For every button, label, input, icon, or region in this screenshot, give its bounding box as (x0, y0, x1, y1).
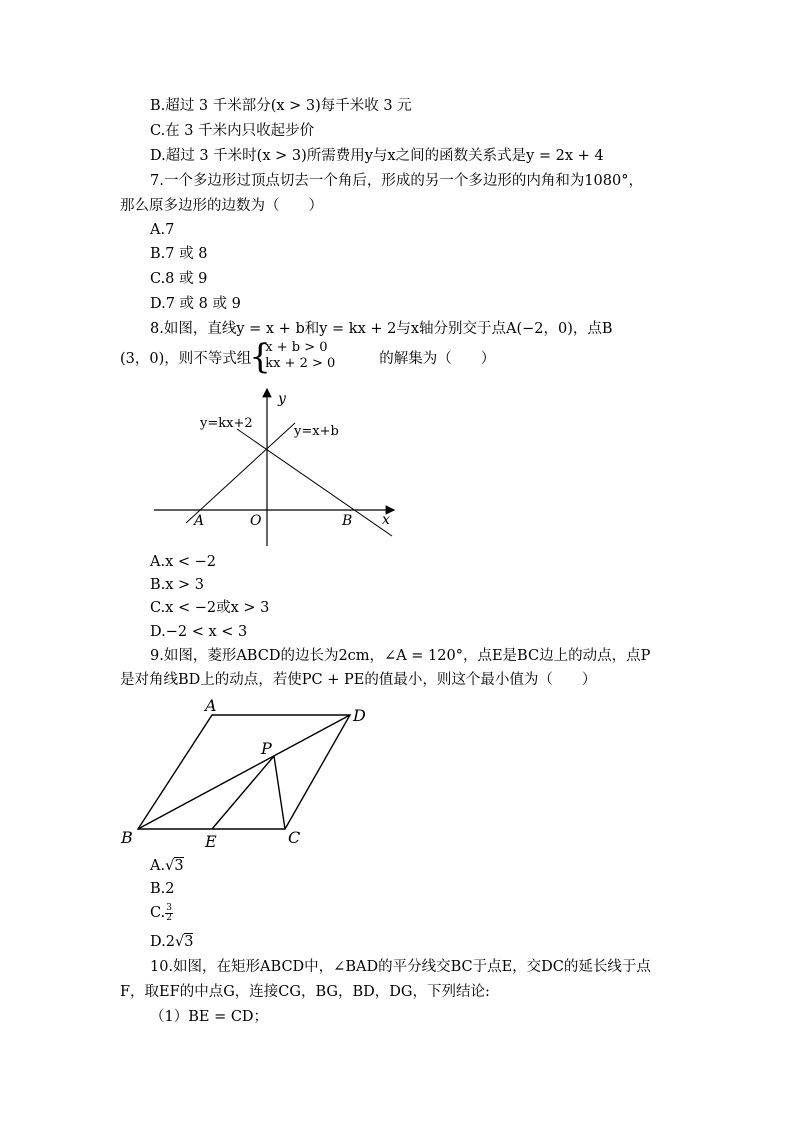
label-y: y (278, 391, 286, 407)
q8-option-b: B.x > 3 (150, 577, 205, 593)
q8-stem-suffix: 的解集为（ ） (379, 351, 496, 367)
brace-glyph: { (249, 337, 271, 377)
q6-option-b: B.超过 3 千米部分(x > 3)每千米收 3 元 (150, 98, 412, 114)
label-x: x (382, 512, 390, 528)
label-point-b: B (342, 513, 353, 529)
inequality-2: kx + 2 > 0 (265, 356, 336, 371)
radical-sign: √ (165, 858, 175, 874)
q8-option-d: D.−2 < x < 3 (150, 624, 248, 640)
q10-stem-line2: F，取EF的中点G，连接CG，BG，BD，DG，下列结论: (120, 984, 490, 1000)
radical-sign: √ (174, 934, 185, 950)
label-e: E (205, 832, 217, 851)
inequality-system (249, 337, 379, 377)
label-line-kx2: y=kx+2 (200, 416, 253, 431)
inequality-1: x + b > 0 (265, 340, 328, 355)
q6-option-c: C.在 3 千米内只收起步价 (150, 123, 315, 139)
q9-option-a-prefix: A. (150, 858, 166, 874)
q9-option-a (150, 856, 184, 876)
q9-option-d-radicand: 3 (184, 934, 194, 950)
q9-option-c-prefix: C. (150, 905, 166, 921)
label-origin: O (250, 513, 262, 529)
q10-stem-line1: 10.如图，在矩形ABCD中，∠BAD的平分线交BC于点E，交DC的延长线于点 (150, 959, 651, 975)
figure-q8-graph (150, 383, 400, 553)
label-p: P (261, 739, 272, 758)
q10-statement-1: （1）BE = CD； (150, 1009, 269, 1025)
q8-stem-line1: 8.如图，直线y = x + b和y = kx + 2与x轴分别交于点A(−2，0)，点B (150, 321, 613, 337)
label-d: D (353, 706, 366, 725)
q7-stem-line2: 那么原多边形的边数为（ ） (120, 198, 323, 214)
fraction (165, 904, 173, 923)
label-line-xb: y=x+b (294, 424, 339, 439)
q9-option-d-prefix: D.2 (150, 934, 175, 950)
q8-stem-prefix: (3，0)，则不等式组 (120, 351, 252, 367)
q7-stem-line1: 7.一个多边形过顶点切去一个角后，形成的另一个多边形的内角和为1080°， (150, 173, 643, 189)
line-y-x-plus-b (186, 423, 295, 523)
q7-option-a: A.7 (150, 222, 175, 238)
q8-option-a: A.x < −2 (150, 554, 217, 570)
q7-option-d: D.7 或 8 或 9 (150, 296, 241, 312)
q9-option-c (150, 903, 173, 923)
label-point-a: A (194, 513, 205, 529)
q7-option-b: B.7 或 8 (150, 246, 208, 262)
q6-option-d: D.超过 3 千米时(x > 3)所需费用y与x之间的函数关系式是y = 2x + 4 (150, 148, 604, 164)
fraction-denominator: 2 (166, 912, 172, 923)
q9-option-b: B.2 (150, 881, 175, 897)
label-a: A (205, 696, 217, 715)
q9-stem-line1: 9.如图，菱形ABCD的边长为2cm，∠A = 120°，点E是BC边上的动点，点P (150, 648, 651, 664)
label-b: B (121, 828, 133, 847)
q8-stem-line2 (120, 337, 496, 377)
label-c: C (288, 828, 301, 847)
fraction-numerator: 3 (166, 902, 172, 913)
q8-option-c: C.x < −2或x > 3 (150, 600, 270, 616)
figure-q9-rhombus (115, 692, 375, 852)
q7-option-c: C.8 或 9 (150, 271, 208, 287)
segment-pc (274, 756, 285, 829)
q9-option-a-radicand: 3 (174, 858, 184, 874)
segment-pe (212, 756, 274, 829)
q9-stem-line2: 是对角线BD上的动点，若使PC + PE的值最小，则这个最小值为（ ） (120, 672, 597, 688)
q9-option-d (150, 932, 193, 952)
